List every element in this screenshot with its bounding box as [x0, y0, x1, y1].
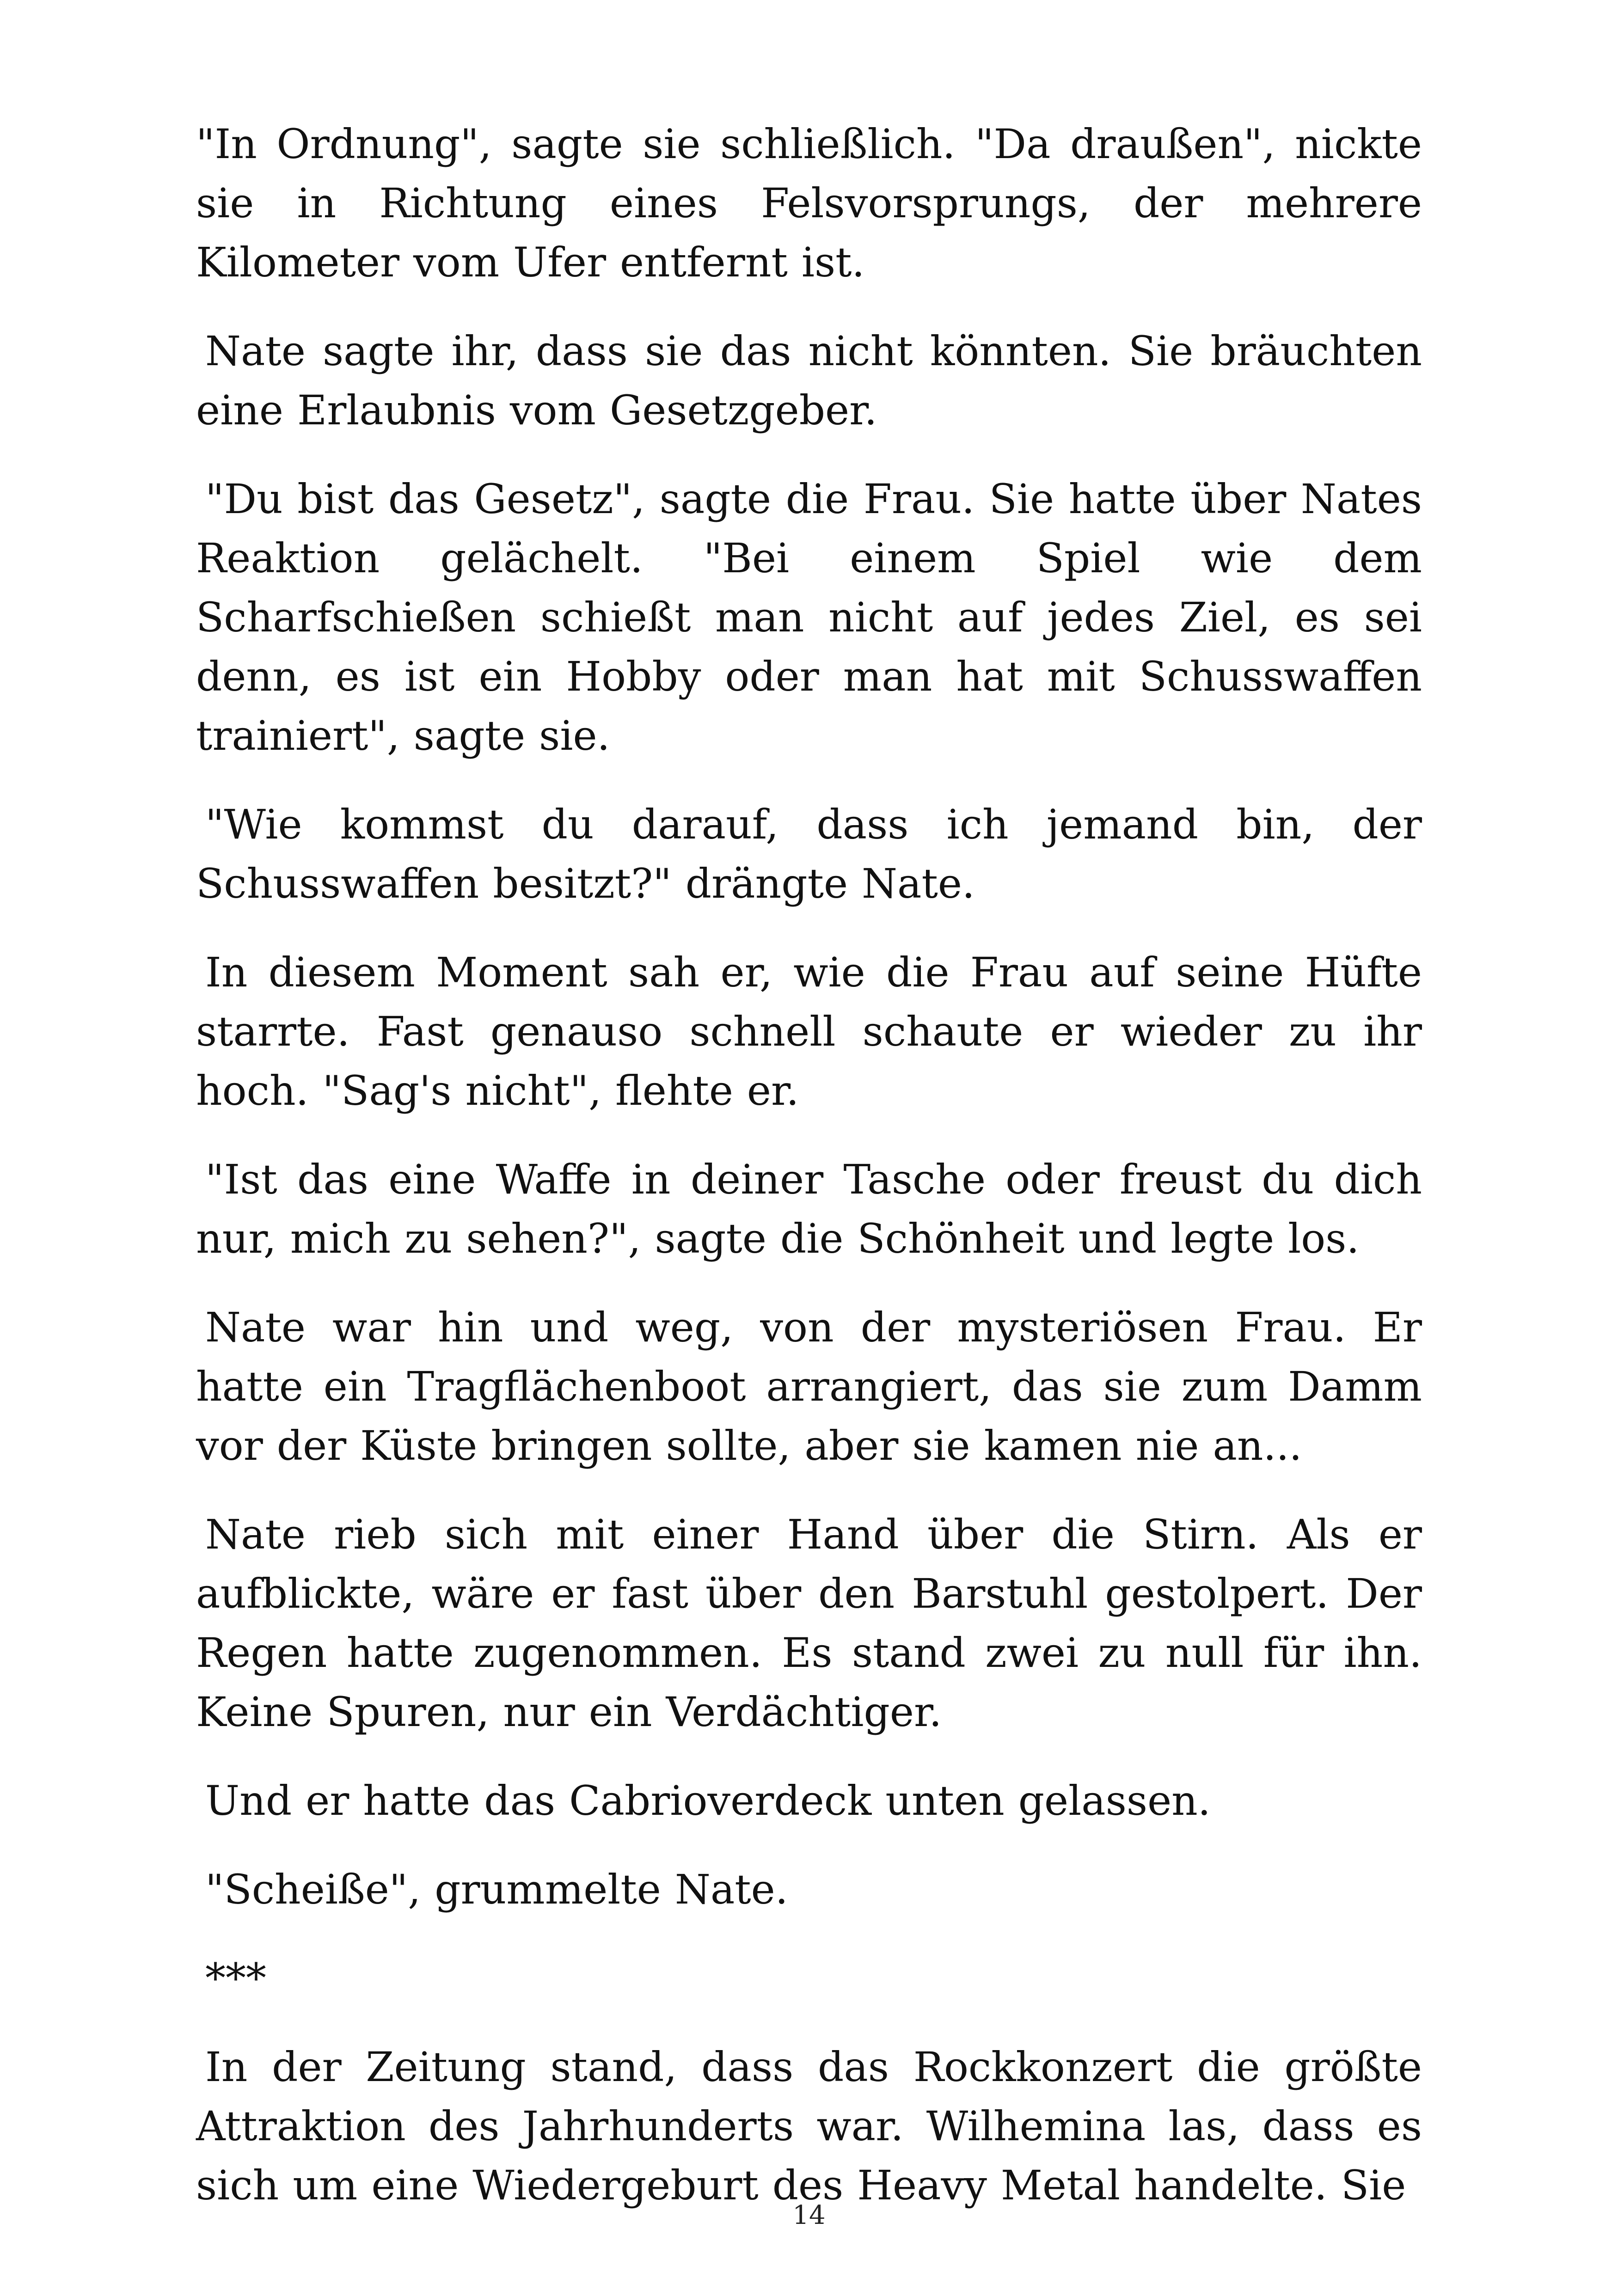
paragraph: Und er hatte das Cabrioverdeck unten gelassen.	[205, 1777, 1211, 1825]
paragraph: "In Ordnung", sagte sie schließlich. "Da draußen", nickte sie in Richtung eines Felsvorsprungs, der mehrere Kilometer vom Ufer entfernt ist.	[196, 120, 1422, 286]
paragraph: In der Zeitung stand, dass das Rockkonzert die größte Attraktion des Jahrhunderts war. Wilhemina las, dass es sich um eine Wiedergeburt des Heavy Metal handelte. Sie	[196, 2043, 1422, 2209]
paragraph: "Du bist das Gesetz", sagte die Frau. Sie hatte über Nates Reaktion gelächelt. "Bei einem Spiel wie dem Scharfschießen schießt man nicht auf jedes Ziel, es sei denn, es ist ein Hobby oder man hat mit Schusswaffen trainiert", sagte sie.	[196, 475, 1422, 759]
paragraph: In diesem Moment sah er, wie die Frau auf seine Hüfte starrte. Fast genauso schnell schaute er wieder zu ihr hoch. "Sag's nicht", flehte er.	[196, 949, 1422, 1114]
paragraph: "Ist das eine Waffe in deiner Tasche oder freust du dich nur, mich zu sehen?", sagte die Schönheit und legte los.	[196, 1156, 1422, 1262]
section-separator: ***	[205, 1954, 266, 2002]
paragraph: Nate war hin und weg, von der mysteriösen Frau. Er hatte ein Tragflächenboot arrangiert, das sie zum Damm vor der Küste bringen sollte, aber sie kamen nie an...	[196, 1304, 1422, 1469]
page-body	[196, 115, 1422, 2209]
paragraph: Nate sagte ihr, dass sie das nicht könnten. Sie bräuchten eine Erlaubnis vom Gesetzgeber.	[196, 327, 1422, 434]
paragraph: "Wie kommst du darauf, dass ich jemand bin, der Schusswaffen besitzt?" drängte Nate.	[196, 801, 1422, 907]
page-number: 14	[792, 2200, 826, 2230]
paragraph: Nate rieb sich mit einer Hand über die Stirn. Als er aufblickte, wäre er fast über den Barstuhl gestolpert. Der Regen hatte zugenommen. Es stand zwei zu null für ihn. Keine Spuren, nur ein Verdächtiger.	[196, 1511, 1422, 1736]
paragraph: "Scheiße", grummelte Nate.	[205, 1866, 788, 1913]
